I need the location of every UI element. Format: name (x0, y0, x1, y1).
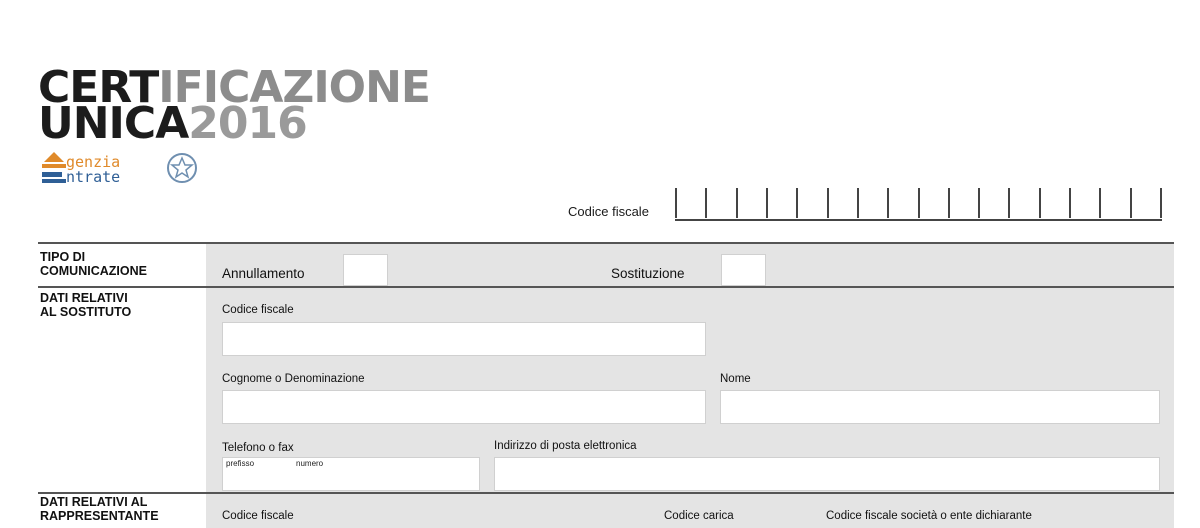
title-ificazione: IFICAZIONE (158, 62, 430, 113)
header-codice-fiscale-char-box[interactable] (736, 188, 766, 218)
sostituto-email-label: Indirizzo di posta elettronica (494, 440, 637, 452)
section-label-rappresentante-line2: RAPPRESENTANTE (40, 509, 159, 523)
republic-emblem-icon (166, 152, 198, 184)
logo-text-entrate: ntrate (66, 168, 121, 186)
header-codice-fiscale-label: Codice fiscale (568, 204, 649, 219)
logo-text-agenzia: genzia (66, 153, 121, 171)
sostituto-numero-label: numero (296, 459, 324, 468)
sostituto-email-input[interactable] (494, 457, 1160, 491)
header-codice-fiscale-char-box[interactable] (796, 188, 826, 218)
header-codice-fiscale-baseline (675, 219, 1162, 221)
section-label-tipo (40, 250, 147, 278)
header-codice-fiscale-char-box[interactable] (887, 188, 917, 218)
sostituto-prefisso-label: prefisso (226, 459, 255, 468)
header-codice-fiscale-char-box[interactable] (1008, 188, 1038, 218)
sostituto-codice-fiscale-input[interactable] (222, 322, 706, 356)
section-label-rappresentante-line1: DATI RELATIVI AL (40, 495, 148, 509)
header-codice-fiscale-char-box[interactable] (1130, 188, 1162, 218)
form-title-line2 (38, 98, 307, 149)
rappresentante-codice-fiscale-label: Codice fiscale (222, 510, 294, 522)
header-codice-fiscale-char-box[interactable] (1039, 188, 1069, 218)
header-codice-fiscale-char-box[interactable] (1099, 188, 1129, 218)
header-codice-fiscale-char-box[interactable] (857, 188, 887, 218)
section-label-rappresentante (40, 495, 159, 523)
section-label-tipo-line1: TIPO DI (40, 250, 86, 264)
sostituzione-checkbox[interactable] (721, 254, 766, 286)
title-cert: CERT (38, 62, 159, 113)
header-codice-fiscale-char-box[interactable] (978, 188, 1008, 218)
title-year: 2016 (188, 98, 307, 149)
header-codice-fiscale-char-box[interactable] (675, 188, 705, 218)
sostituto-codice-fiscale-label: Codice fiscale (222, 304, 294, 316)
section-label-sostituto-line2: AL SOSTITUTO (40, 305, 132, 319)
sostituto-cognome-label: Cognome o Denominazione (222, 373, 365, 385)
header-codice-fiscale-char-box[interactable] (918, 188, 948, 218)
section-label-tipo-line2: COMUNICAZIONE (40, 264, 147, 278)
header-codice-fiscale-char-box[interactable] (1069, 188, 1099, 218)
title-unica: UNICA (38, 98, 189, 149)
sostituzione-label: Sostituzione (611, 266, 685, 281)
agenzia-entrate-logo-icon (40, 150, 68, 184)
section-label-sostituto-line1: DATI RELATIVI (40, 291, 128, 305)
rappresentante-codice-carica-label: Codice carica (664, 510, 734, 522)
sostituto-cognome-input[interactable] (222, 390, 706, 424)
header-codice-fiscale-boxes[interactable] (675, 186, 1162, 220)
sostituto-nome-input[interactable] (720, 390, 1160, 424)
header-codice-fiscale-char-box[interactable] (948, 188, 978, 218)
annullamento-checkbox[interactable] (343, 254, 388, 286)
section-label-sostituto (40, 291, 131, 319)
header-codice-fiscale-char-box[interactable] (827, 188, 857, 218)
sostituto-telefono-input[interactable] (222, 457, 480, 491)
rappresentante-codice-societa-label: Codice fiscale società o ente dichiarante (826, 510, 1032, 522)
header-codice-fiscale-char-box[interactable] (766, 188, 796, 218)
sostituto-telefono-label: Telefono o fax (222, 442, 294, 454)
sostituto-nome-label: Nome (720, 373, 751, 385)
header-codice-fiscale-char-box[interactable] (705, 188, 735, 218)
annullamento-label: Annullamento (222, 266, 305, 281)
